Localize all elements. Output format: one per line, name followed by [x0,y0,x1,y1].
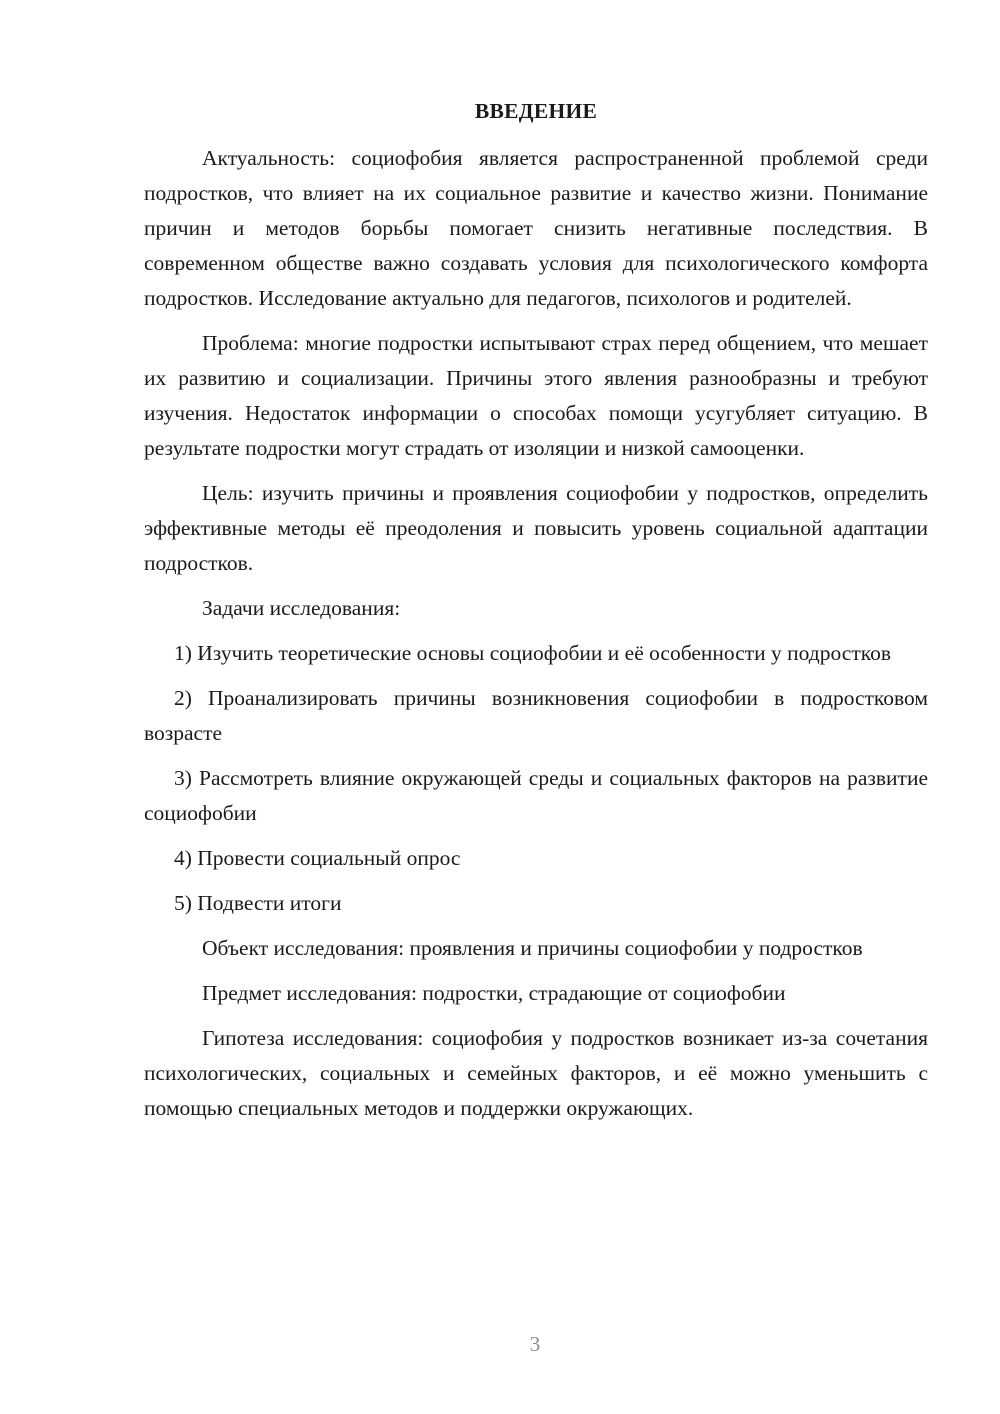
research-subject-paragraph: Предмет исследования: подростки, страдающие от социофобии [202,981,786,1005]
goal-paragraph: Цель: изучить причины и проявления социофобии у подростков, определить эффективные методы её преодоления и повысить уровень социальной адаптации подростков. [144,481,928,575]
research-object-paragraph: Объект исследования: проявления и причины социофобии у подростков [202,936,863,960]
problem-paragraph: Проблема: многие подростки испытывают страх перед общением, что мешает их развитию и социализации. Причины этого явления разнообразны и требуют изучения. Недостаток информации о способах помощи усугубляет ситуацию. В результате подростки могут страдать от изоляции и низкой самооценки. [144,331,928,460]
task-item-2: 2) Проанализировать причины возникновения социофобии в подростковом возрасте [144,686,928,745]
task-item-3: 3) Рассмотреть влияние окружающей среды и социальных факторов на развитие социофобии [144,766,928,825]
section-title: ВВЕДЕНИЕ [474,99,598,123]
relevance-paragraph: Актуальность: социофобия является распространенной проблемой среди подростков, что влияет на их социальное развитие и качество жизни. Понимание причин и методов борьбы помогает снизить негативные последствия. В современном обществе важно создавать условия для психологического комфорта подростков. Исследование актуально для педагогов, психологов и родителей. [144,146,928,310]
document-page [144,94,928,1136]
page-number: 3 [529,1332,541,1356]
task-item-4: 4) Провести социальный опрос [174,846,461,870]
task-item-1: 1) Изучить теоретические основы социофобии и её особенности у подростков [174,641,891,665]
tasks-heading: Задачи исследования: [202,596,401,620]
hypothesis-paragraph: Гипотеза исследования: социофобия у подростков возникает из-за сочетания психологических, социальных и семейных факторов, и её можно уменьшить с помощью специальных методов и поддержки окружающих. [144,1026,928,1120]
task-item-5: 5) Подвести итоги [174,891,342,915]
